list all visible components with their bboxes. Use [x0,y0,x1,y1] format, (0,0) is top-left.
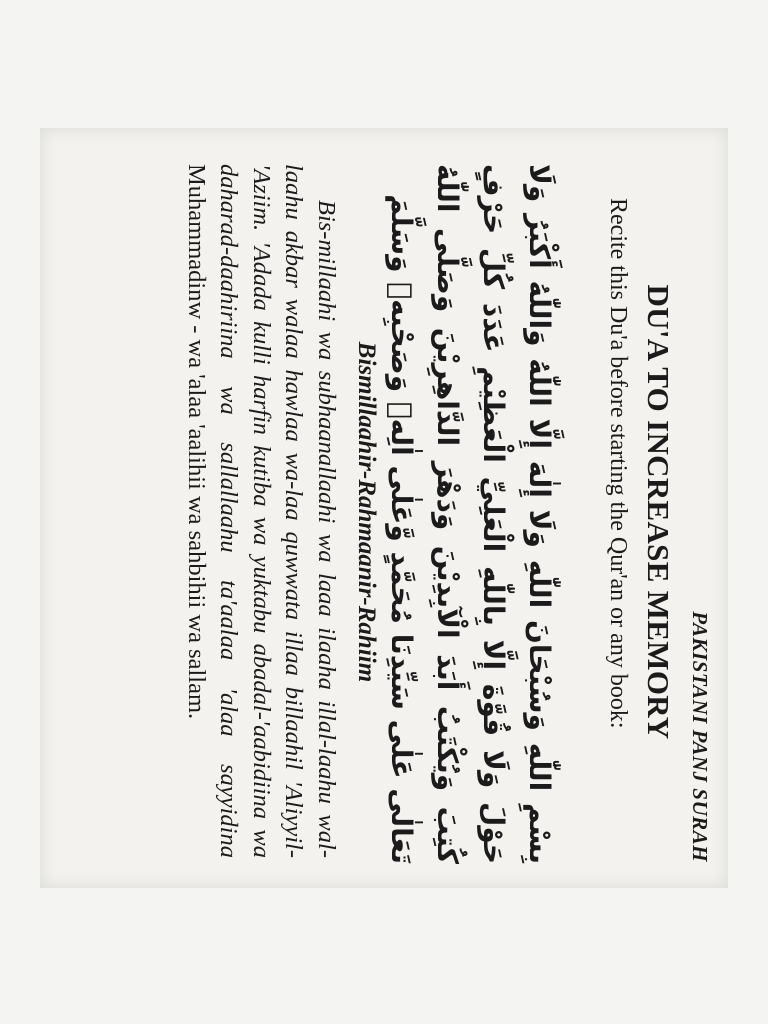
intro-text: Recite this Du'a before starting the Qur'an or any book: [605,198,631,729]
running-header: PAKISTANI PANJ SURAH [688,611,712,862]
arabic-dua-text: بِسْمِ اللّٰهِ وَسُبْحَانَ اللّٰهِ وَلَا إِلٰهَ إِلَّا اللّٰهُ وَاللّٰهُ أَكْبَرُ وَلَا حَوْلَ وَلَا قُوَّةَ إِلَّا بِاللّٰهِ الْعَلِيِّ الْعَظِيْمِ عَدَدَ كُلِّ حَرْفٍ كُتِبَ وَيُكْتَبُ أَبَدَ الْآبِدِيْنَ وَدَهْرَ الدَّاهِرِيْنَ وَصَلَّى اللّٰهُ تَعَالٰى عَلٰى سَيِّدِنَا مُحَمَّدٍ وَّعَلٰى اٰلِهٖ وَصَحْبِهٖ وَسَلَّمَ [385,164,556,864]
rotated-page-content [54,152,714,872]
bismillah-subtitle: Bismillaahir-Rahmaanir-Rahiim [353,341,380,683]
page-title: DU'A TO INCREASE MEMORY [641,284,676,740]
transliteration-text [180,164,343,858]
transliteration-main: Bis-millaahi wa subhaanallaahi wa laaa ilaaha illal-laahu wal-laahu akbar walaa hawlaa wa-laa quwwata illaa billaahil 'Aliyyil-'Aziim. 'Adada kulli harfin kutiba wa yuktabu abadal-'aabidiina wa daharad-daahiriina wa sallallaahu ta'aalaa 'alaa sayyidina [215,164,340,858]
transliteration-end: Muhammadinw - wa 'alaa 'aalihii wa sahbihii wa sallam. [183,164,210,720]
